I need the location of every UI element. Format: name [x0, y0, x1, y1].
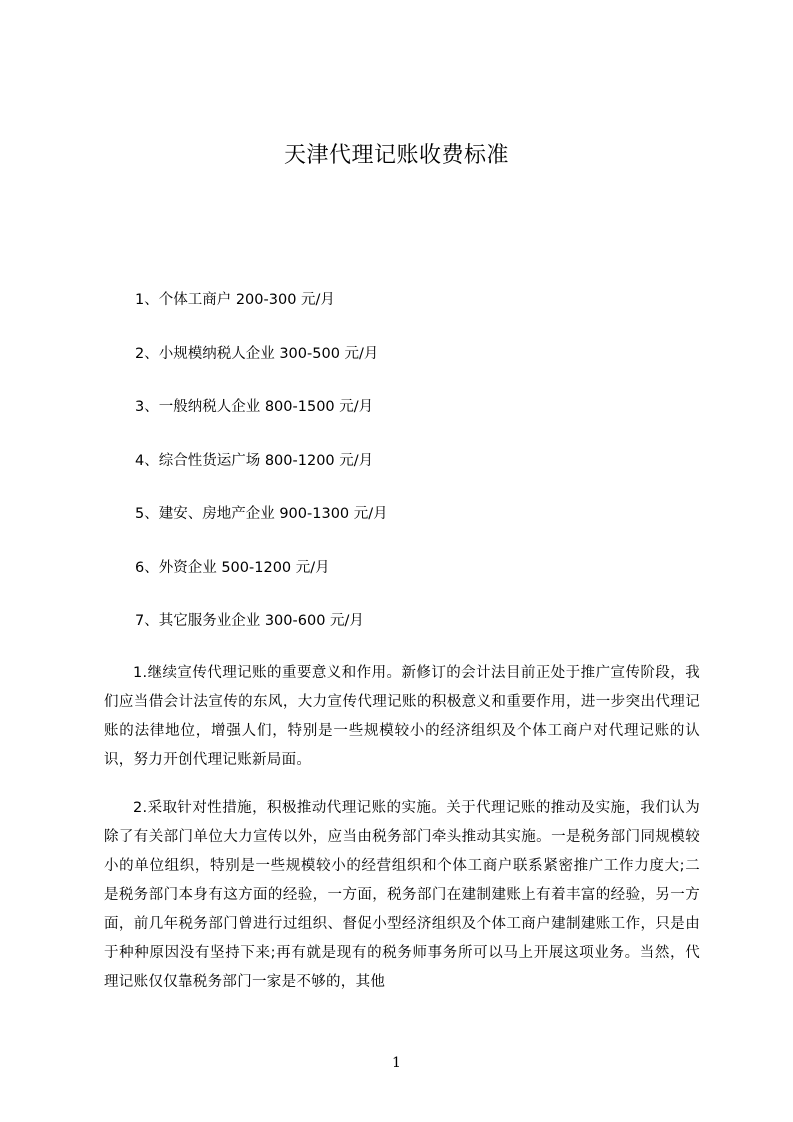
fee-item: 6、外资企业 500-1200 元/月 [135, 559, 330, 576]
document-title: 天津代理记账收费标准 [283, 143, 509, 168]
fee-item: 3、一般纳税人企业 800-1500 元/月 [135, 399, 374, 415]
fee-item: 7、其它服务业企业 300-600 元/月 [135, 613, 364, 629]
fee-item: 1、个体工商户 200-300 元/月 [135, 292, 335, 308]
page-number: 1 [392, 1055, 401, 1071]
fee-item: 4、综合性货运广场 800-1200 元/月 [135, 452, 374, 469]
body-paragraph-measures: 2.采取针对性措施，积极推动代理记账的实施。关于代理记账的推动及实施，我们认为除了有关部门单位大力宣传以外，应当由税务部门牵头推动其实施。一是税务部门同规模较小的单位组织，特别是一些规模较小的经营组织和个体工商户联系紧密推广工作力度大;二是税务部门本身有这方面的经验，一方面，税务部门在建制建账上有着丰富的经验，另一方面，前几年税务部门曾进行过组织、督促小型经济组织及个体工商户建制建账工作，只是由于种种原因没有坚持下来;再有就是现有的税务师事务所可以马上开展这项业务。当然，代理记账仅仅靠税务部门一家是不够的，其他 [104, 800, 700, 990]
fee-item: 5、建安、房地产企业 900-1300 元/月 [135, 506, 388, 522]
body-paragraph-promotion: 1.继续宣传代理记账的重要意义和作用。新修订的会计法目前正处于推广宣传阶段，我们应当借会计法宣传的东风，大力宣传代理记账的积极意义和重要作用，进一步突出代理记账的法律地位，增强人们，特别是一些规模较小的经济组织及个体工商户对代理记账的认识，努力开创代理记账新局面。 [104, 665, 700, 768]
fee-standard-list [135, 287, 695, 662]
fee-item: 2、小规模纳税人企业 300-500 元/月 [135, 345, 379, 362]
